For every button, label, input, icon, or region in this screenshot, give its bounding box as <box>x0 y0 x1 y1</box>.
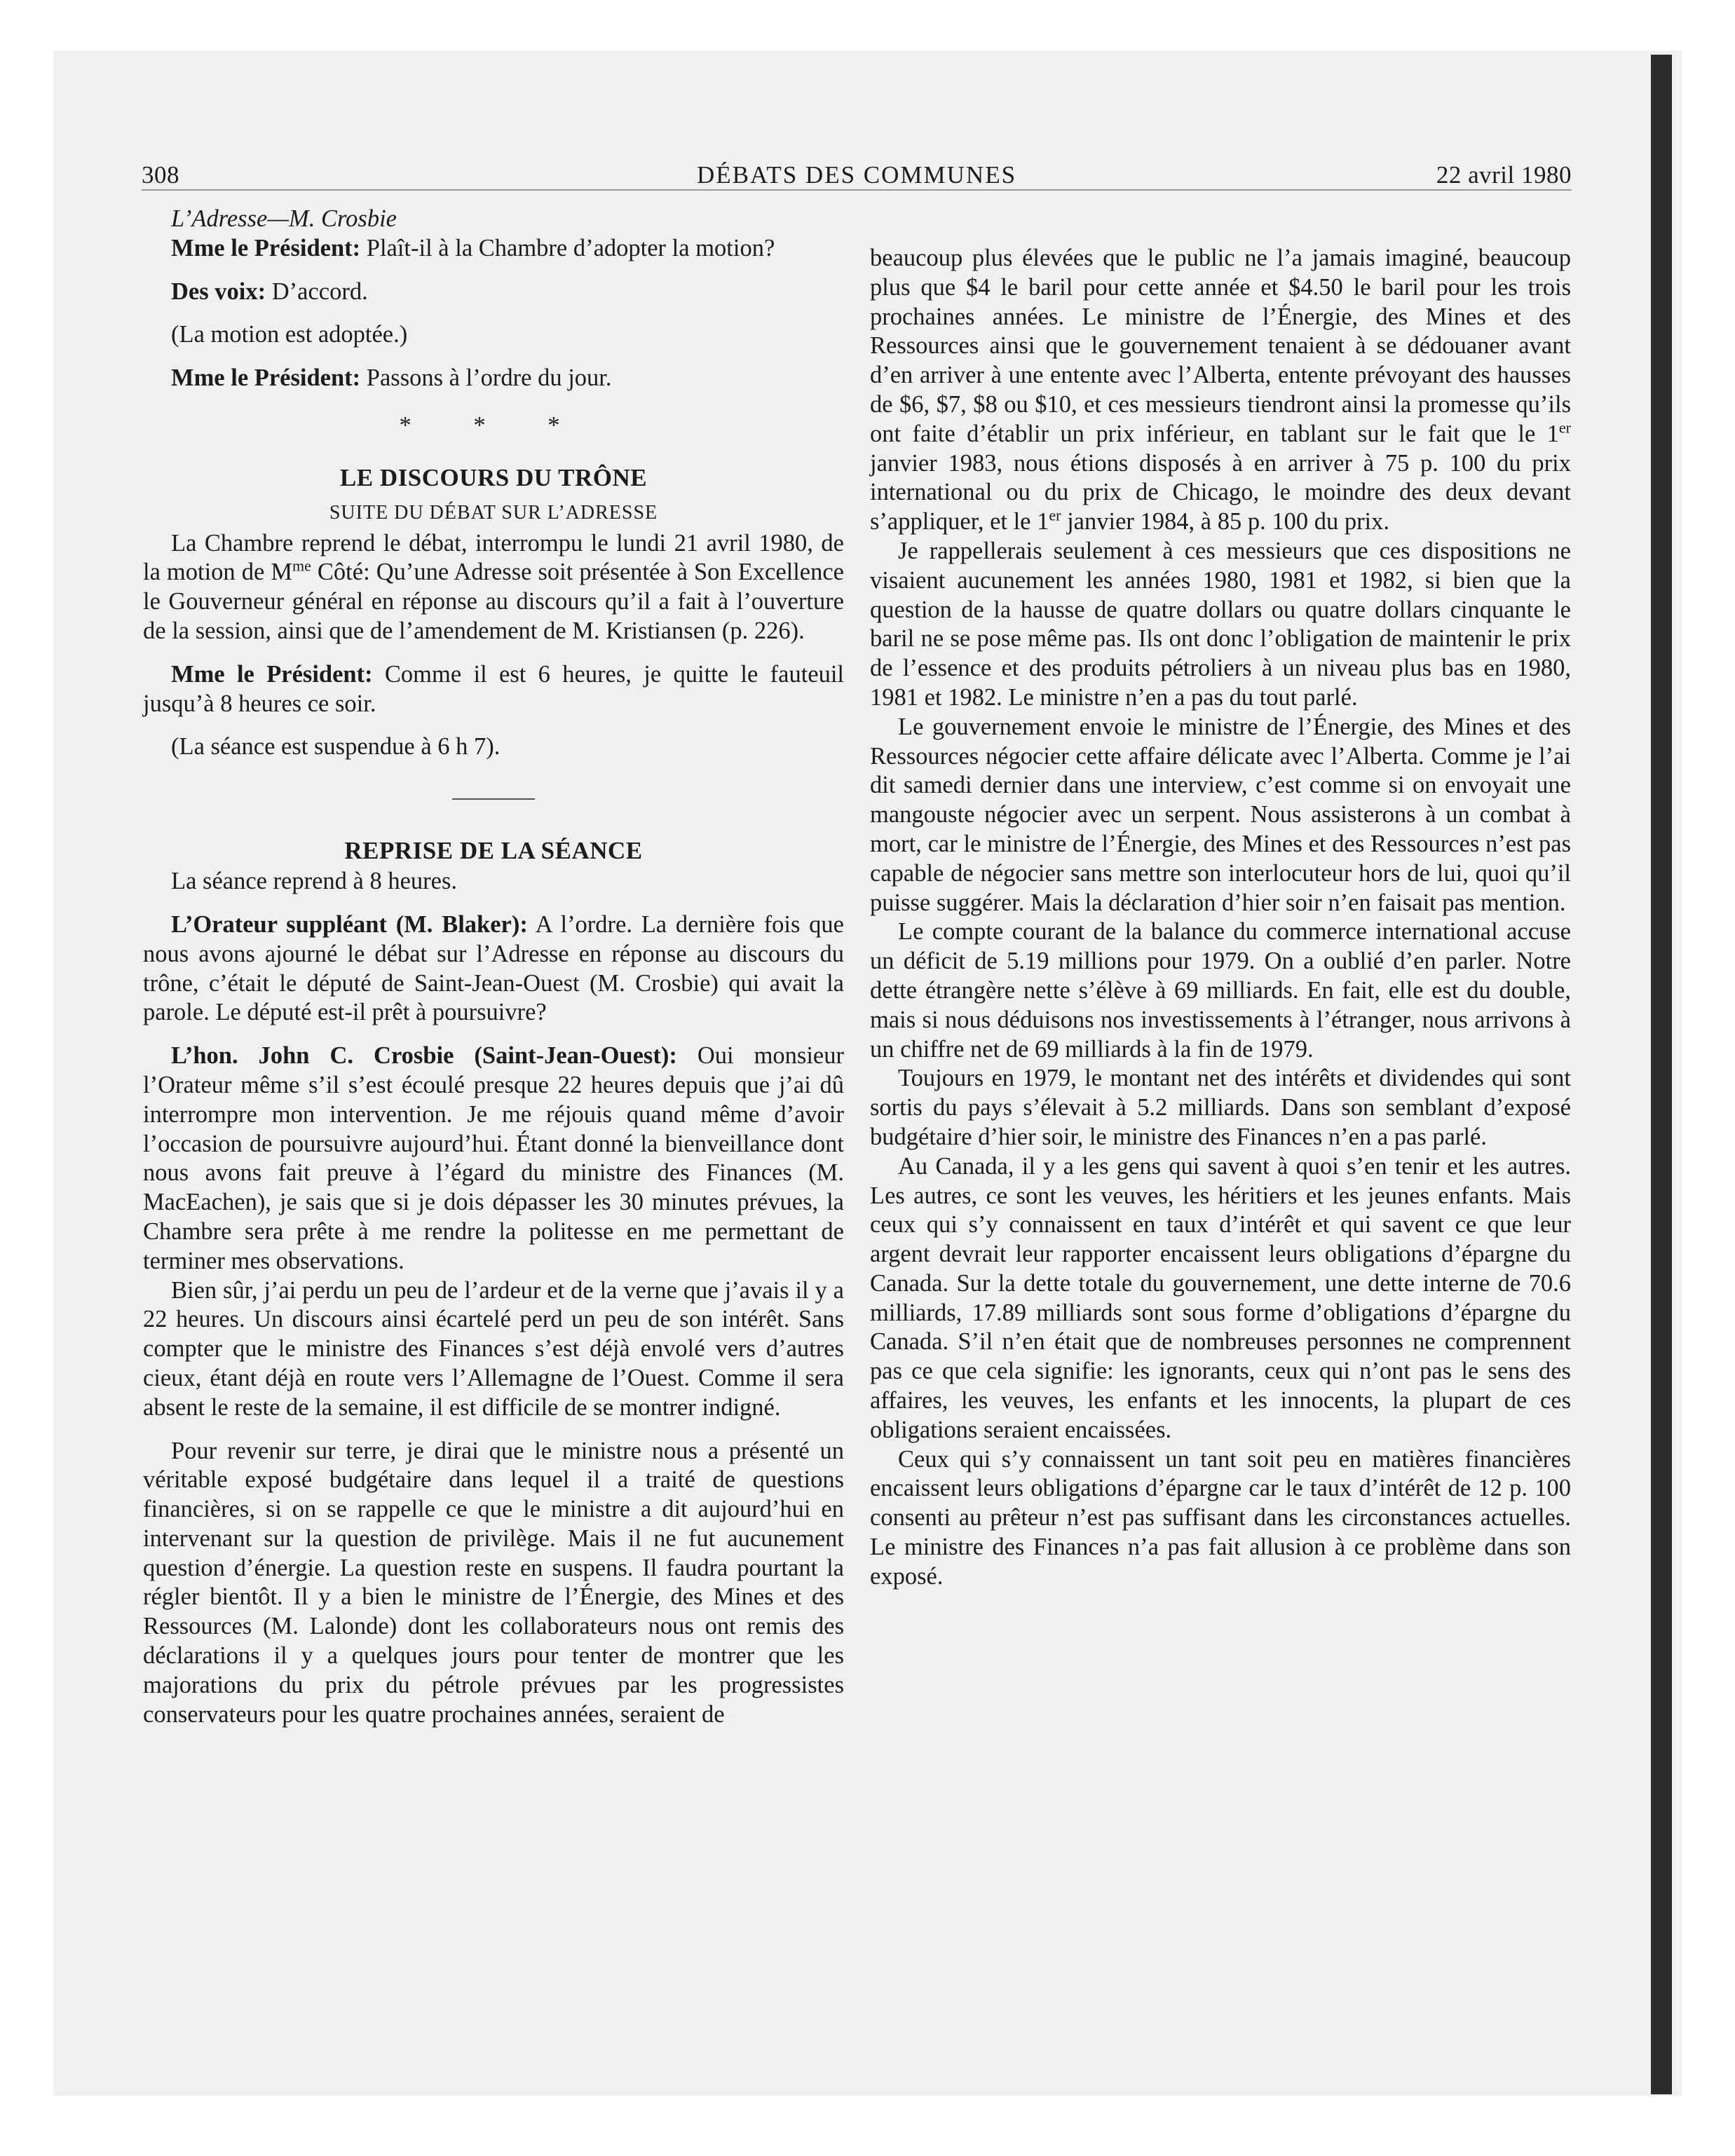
scan-edge-shadow <box>1651 55 1672 2094</box>
section-heading-sitting-resumed: REPRISE DE LA SÉANCE <box>344 837 643 865</box>
paragraph-sitting-suspended: (La séance est suspendue à 6 h 7). <box>171 733 501 760</box>
header-rule <box>142 189 1572 191</box>
left-column <box>143 205 844 1729</box>
publication-title: DÉBATS DES COMMUNES <box>696 161 1017 189</box>
speaker-name: Mme le Président: <box>171 364 361 392</box>
speaker-name: Des voix: <box>171 278 266 305</box>
paragraph-trade-balance: Le compte courant de la balance du commerce international accuse un déficit de 5.19 millions pour 1979. On a oublié d’en parler. Notre dette étrangère nette s’élève à 69 milliards. En fait, elle est du double, mais si nous déduisons nos investissements à l’étranger, nous arrivons à un chiffre net de 69 milliards à la fin de 1979. <box>870 918 1571 1063</box>
paragraph-interest-rate: Ceux qui s’y connaissent un tant soit peu en matières financières encaissent leurs obligations d’épargne car le taux d’intérêt de 12 p. 100 consenti au prêteur n’est pas suffisant dans les circonstances actuelles. Le ministre des Finances n’a pas fait allusion à ce problème dans son exposé. <box>870 1445 1571 1590</box>
speaker-name: Mme le Président: <box>171 660 373 688</box>
page-date: 22 avril 1980 <box>1436 161 1572 189</box>
paragraph-motion-question: Mme le Président: Plaît-il à la Chambre d’adopter la motion? <box>171 234 775 261</box>
speaker-name: L’Orateur suppléant (M. Blaker): <box>171 910 528 938</box>
page-header <box>142 158 1572 192</box>
right-column <box>870 244 1571 1592</box>
paragraph-crosbie-2: Bien sûr, j’ai perdu un peu de l’ardeur et de la verne que j’avais il y a 22 heures. Un discours ainsi écartelé perd un peu de son intérêt. Sans compter que le ministre des Finances s’est déjà envolé vers d’autres cieux, étant déjà en route vers l’Allemagne de l’Ouest. Comme il sera absent le reste de la semaine, il est difficile de se montrer indigné. <box>143 1276 844 1421</box>
paragraph-sitting-resumes: La séance reprend à 8 heures. <box>171 868 458 895</box>
speaker-name: L’hon. John C. Crosbie (Saint-Jean-Ouest): <box>171 1042 677 1070</box>
speaker-name: Mme le Président: <box>171 234 361 261</box>
paragraph-order-of-day: Mme le Président: Passons à l’ordre du jour. <box>171 364 612 392</box>
paragraph-negotiation: Le gouvernement envoie le ministre de l’Énergie, des Mines et des Ressources négocier cette affaire délicate avec l’Alberta. Comme je l’ai dit samedi dernier dans une interview, c’est comme si on envoyait une mangouste négocier avec un serpent. Nous assisterons à un combat à mort, car le ministre de l’Énergie, des Mines et des Ressources n’est pas capable de négocier sans mettre son interlocuteur hors de lui, quoi qu’il puisse suggérer. Mais la déclaration d’hier soir n’en faisait pas mention. <box>870 713 1571 916</box>
paragraph-motion-adopted: (La motion est adoptée.) <box>171 321 408 348</box>
page-number: 308 <box>142 161 179 189</box>
paragraph-deputy-speaker: L’Orateur suppléant (M. Blaker): A l’ordre. La dernière fois que nous avons ajourné le débat sur l’Adresse en réponse au discours du trône, c’était le député de Saint-Jean-Ouest (M. Crosbie) qui avait la parole. Le député est-il prêt à poursuivre? <box>143 910 844 1026</box>
paragraph-interest-dividends: Toujours en 1979, le montant net des intérêts et dividendes qui sont sortis du pays s’élevait à 5.2 milliards. Dans son semblant d’exposé budgétaire d’hier soir, le ministre des Finances n’en a pas parlé. <box>870 1065 1571 1150</box>
paragraph-crosbie-intro: L’hon. John C. Crosbie (Saint-Jean-Ouest): Oui monsieur l’Orateur même s’il s’est écoulé presque 22 heures depuis que j’ai dû interrompre mon intervention. Je me réjouis quand même d’avoir l’occasion de poursuivre aujourd’hui. Étant donné la bienveillance dont nous avons fait preuve à l’égard du ministre des Finances (M. MacEachen), je sais que si je dois dépasser les 30 minutes prévues, la Chambre sera prête à me rendre la politesse en me permettant de terminer mes observations. <box>143 1042 844 1274</box>
running-subheader: L’Adresse—M. Crosbie <box>171 205 397 232</box>
paragraph-continued: beaucoup plus élevées que le public ne l’a jamais imaginé, beaucoup plus que $4 le baril pour cette année et $4.50 le baril pour les trois prochaines années. Le ministre de l’Énergie, des Mines et des Ressources ainsi que le gouvernement tenaient à se dédouaner avant d’en arriver à une entente avec l’Alberta, entente prévoyant des hausses de $6, $7, $8 ou $10, et ces messieurs tiendront ainsi la promesse qu’ils ont faite d’établir un prix inférieur, en tablant sur le fait que le 1er janvier 1983, nous étions disposés à en arriver à 75 p. 100 du prix international ou du prix de Chicago, le moindre des deux devant s’appliquer, et le 1er janvier 1984, à 85 p. 100 du prix. <box>870 245 1571 535</box>
paragraph-savings-bonds: Au Canada, il y a les gens qui savent à quoi s’en tenir et les autres. Les autres, ce sont les veuves, les héritiers et les jeunes enfants. Mais ceux qui s’y connaissent en taux d’intérêt et qui savent ce que leur argent devrait leur rapporter encaissent leurs obligations d’épargne du Canada. Sur la dette totale du gouvernement, une dette interne de 70.6 milliards, 17.89 milliards sont sous forme d’obligations d’épargne du Canada. S’il n’en était que de nombreuses personnes ne comprennent pas ce que cela signifie: les ignorants, ceux qui n’ont pas le sens des affaires, les veuves, les enfants et les innocents, la plupart de ces obligations seraient encaissées. <box>870 1152 1571 1443</box>
section-heading-throne-speech: LE DISCOURS DU TRÔNE <box>339 463 648 491</box>
paragraph-crosbie-3: Pour revenir sur terre, je dirai que le ministre nous a présenté un véritable exposé budgétaire dans lequel il a traité de questions financières, si on se rappelle ce que le ministre a dit aujourd’hui en intervenant sur la question de privilège. Mais il ne fut aucunement question d’énergie. La question reste en suspens. Il faudra pourtant la régler bientôt. Il y a bien le ministre de l’Énergie, des Mines et des Ressources (M. Lalonde) dont les collaborateurs nous ont remis des déclarations il y a quelques jours pour tenter de montrer que les majorations du prix du pétrole prévues par les progressistes conservateurs pour les quatre prochaines années, seraient de <box>143 1437 844 1728</box>
section-subheading: SUITE DU DÉBAT SUR L’ADRESSE <box>329 501 658 524</box>
short-divider <box>452 798 535 800</box>
section-separator-stars: * * * <box>399 411 588 439</box>
paragraph-debate-resumed: La Chambre reprend le débat, interrompu le lundi 21 avril 1980, de la motion de $M^{me}$ Côté: Qu’une Adresse soit présentée à Son Excellence le Gouverneur général en réponse au discours qu’il a fait à l’ouverture de la session, ainsi que de l’amendement de M. Kristiansen (p. 226). <box>143 529 844 644</box>
paragraph-provisions: Je rappellerais seulement à ces messieurs que ces dispositions ne visaient aucunement les années 1980, 1981 et 1982, si bien que la question de la hausse de quatre dollars ou quatre dollars cinquante le baril ne se pose même pas. Ils ont donc l’obligation de maintenir le prix de l’essence et des produits pétroliers à un niveau plus bas en 1980, 1981 et 1982. Le ministre n’en a pas du tout parlé. <box>870 537 1571 711</box>
paragraph-suspension-notice: Mme le Président: Comme il est 6 heures, je quitte le fauteuil jusqu’à 8 heures ce soir. <box>143 660 845 717</box>
paragraph-voices: Des voix: D’accord. <box>171 278 368 305</box>
